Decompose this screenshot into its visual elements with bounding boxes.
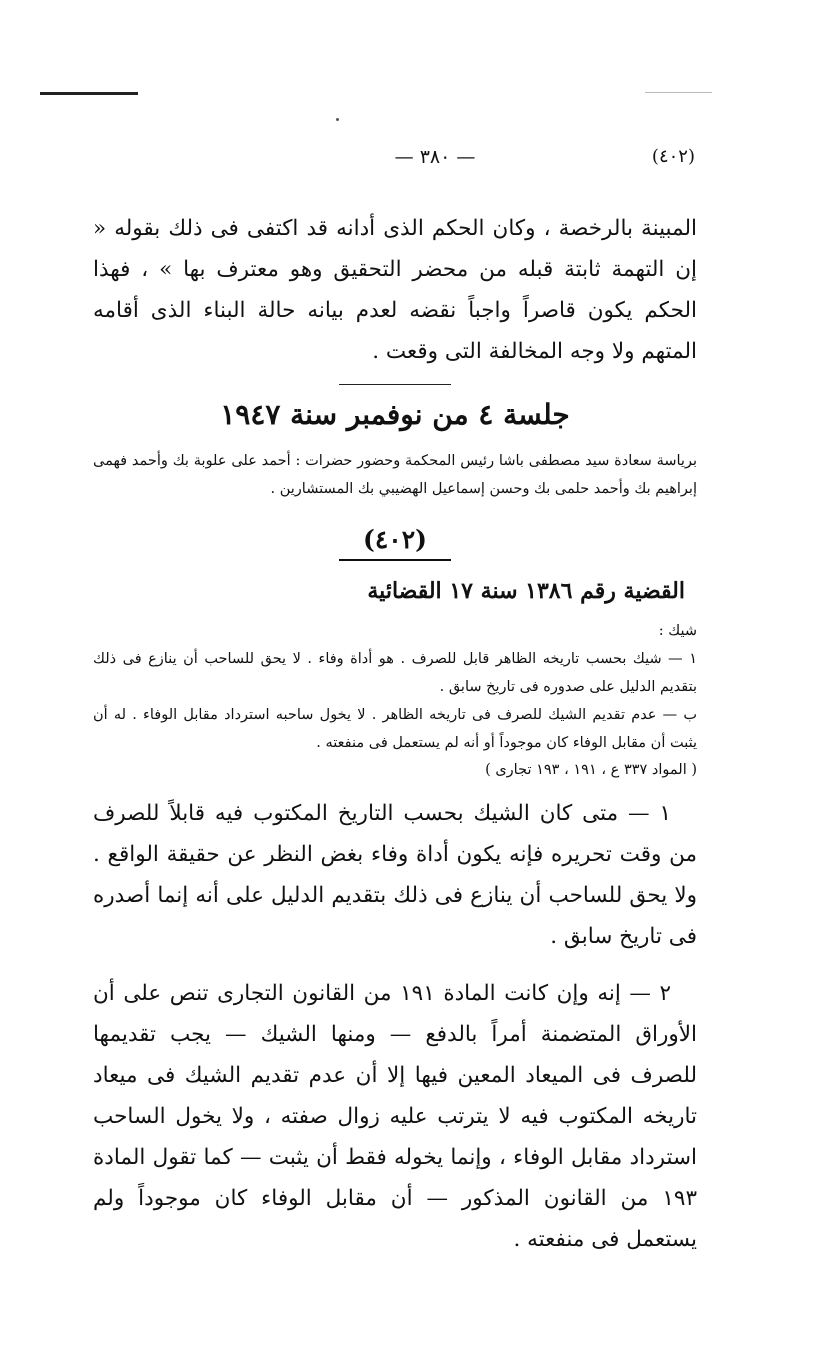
continuation-paragraph: المبينة بالرخصة ، وكان الحكم الذى أدانه قد اكتفى فى ذلك بقوله « إن التهمة ثابتة قبله من محضر التحقيق وهو معترف بها » ، فهذا الحكم يكون قاصراً واجباً نقضه لعدم بيانه حالة البناء الذى أقامه المتهم ولا وجه المخالفة التى وقعت .	[93, 216, 697, 364]
page-header	[95, 146, 695, 176]
running-case-ref: (٤٠٢)	[651, 146, 695, 167]
page-body	[93, 208, 697, 1276]
topic-heading: شيك :	[658, 623, 697, 639]
session-title: جلسة ٤ من نوفمبر سنة ١٩٤٧	[220, 398, 570, 431]
case-number: (٤٠٢)	[363, 525, 427, 554]
scan-mark-rule-faint	[645, 92, 712, 93]
ruling-paragraph: ٢ — إنه وإن كانت المادة ١٩١ من القانون التجارى تنص على أن الأوراق المتضمنة أمراً بالدفع — ومنها الشيك — يجب تقديمها للصرف فى الميعاد المعين فيها إلا أن عدم تقديم الشيك فى ميعاد تاريخه المكتوب فيه لا يترتب عليه زوال صفته ، ولا يخول الساحب استرداد مقابل الوفاء ، وإنما يخوله فقط أن يثبت — كما تقول المادة ١٩٣ من القانون المذكور — أن مقابل الوفاء كان موجوداً ولم يستعمل فى منفعته .	[93, 981, 697, 1252]
principle-item: ب — عدم تقديم الشيك للصرف فى تاريخه الظاهر . لا يخول ساحبه استرداد مقابل الوفاء . له أن يثبت أن مقابل الوفاء كان موجوداً أو أنه لم يستعمل فى منفعته .	[93, 707, 698, 751]
section-divider	[339, 384, 451, 385]
case-title: القضية رقم ١٣٨٦ سنة ١٧ القضائية	[367, 578, 685, 604]
scan-mark-rule	[40, 92, 138, 95]
ruling-paragraph: ١ — متى كان الشيك بحسب التاريخ المكتوب فيه قابلاً للصرف من وقت تحريره فإنه يكون أداة وفاء بغض النظر عن حقيقة الواقع . ولا يحق للساحب أن ينازع فى ذلك بتقديم الدليل على أنه إنما أصدره فى تاريخ سابق .	[93, 801, 697, 949]
presidency-paragraph: برياسة سعادة سيد مصطفى باشا رئيس المحكمة وحضور حضرات : أحمد على علوبة بك وأحمد فهمى إبراهيم بك وأحمد حلمى بك وحسن إسماعيل الهضيبي بك المستشارين .	[93, 453, 697, 497]
scan-speck	[336, 118, 339, 121]
principle-item: ١ — شيك بحسب تاريخه الظاهر قابل للصرف . هو أداة وفاء . لا يحق للساحب أن ينازع فى ذلك بتقديم الدليل على صدوره فى تاريخ سابق .	[93, 651, 697, 695]
page-number: — ٣٨٠ —	[394, 146, 476, 168]
articles-reference: ( المواد ٣٣٧ ع ، ١٩١ ، ١٩٣ تجارى )	[485, 762, 697, 778]
case-number-underline	[339, 559, 451, 561]
